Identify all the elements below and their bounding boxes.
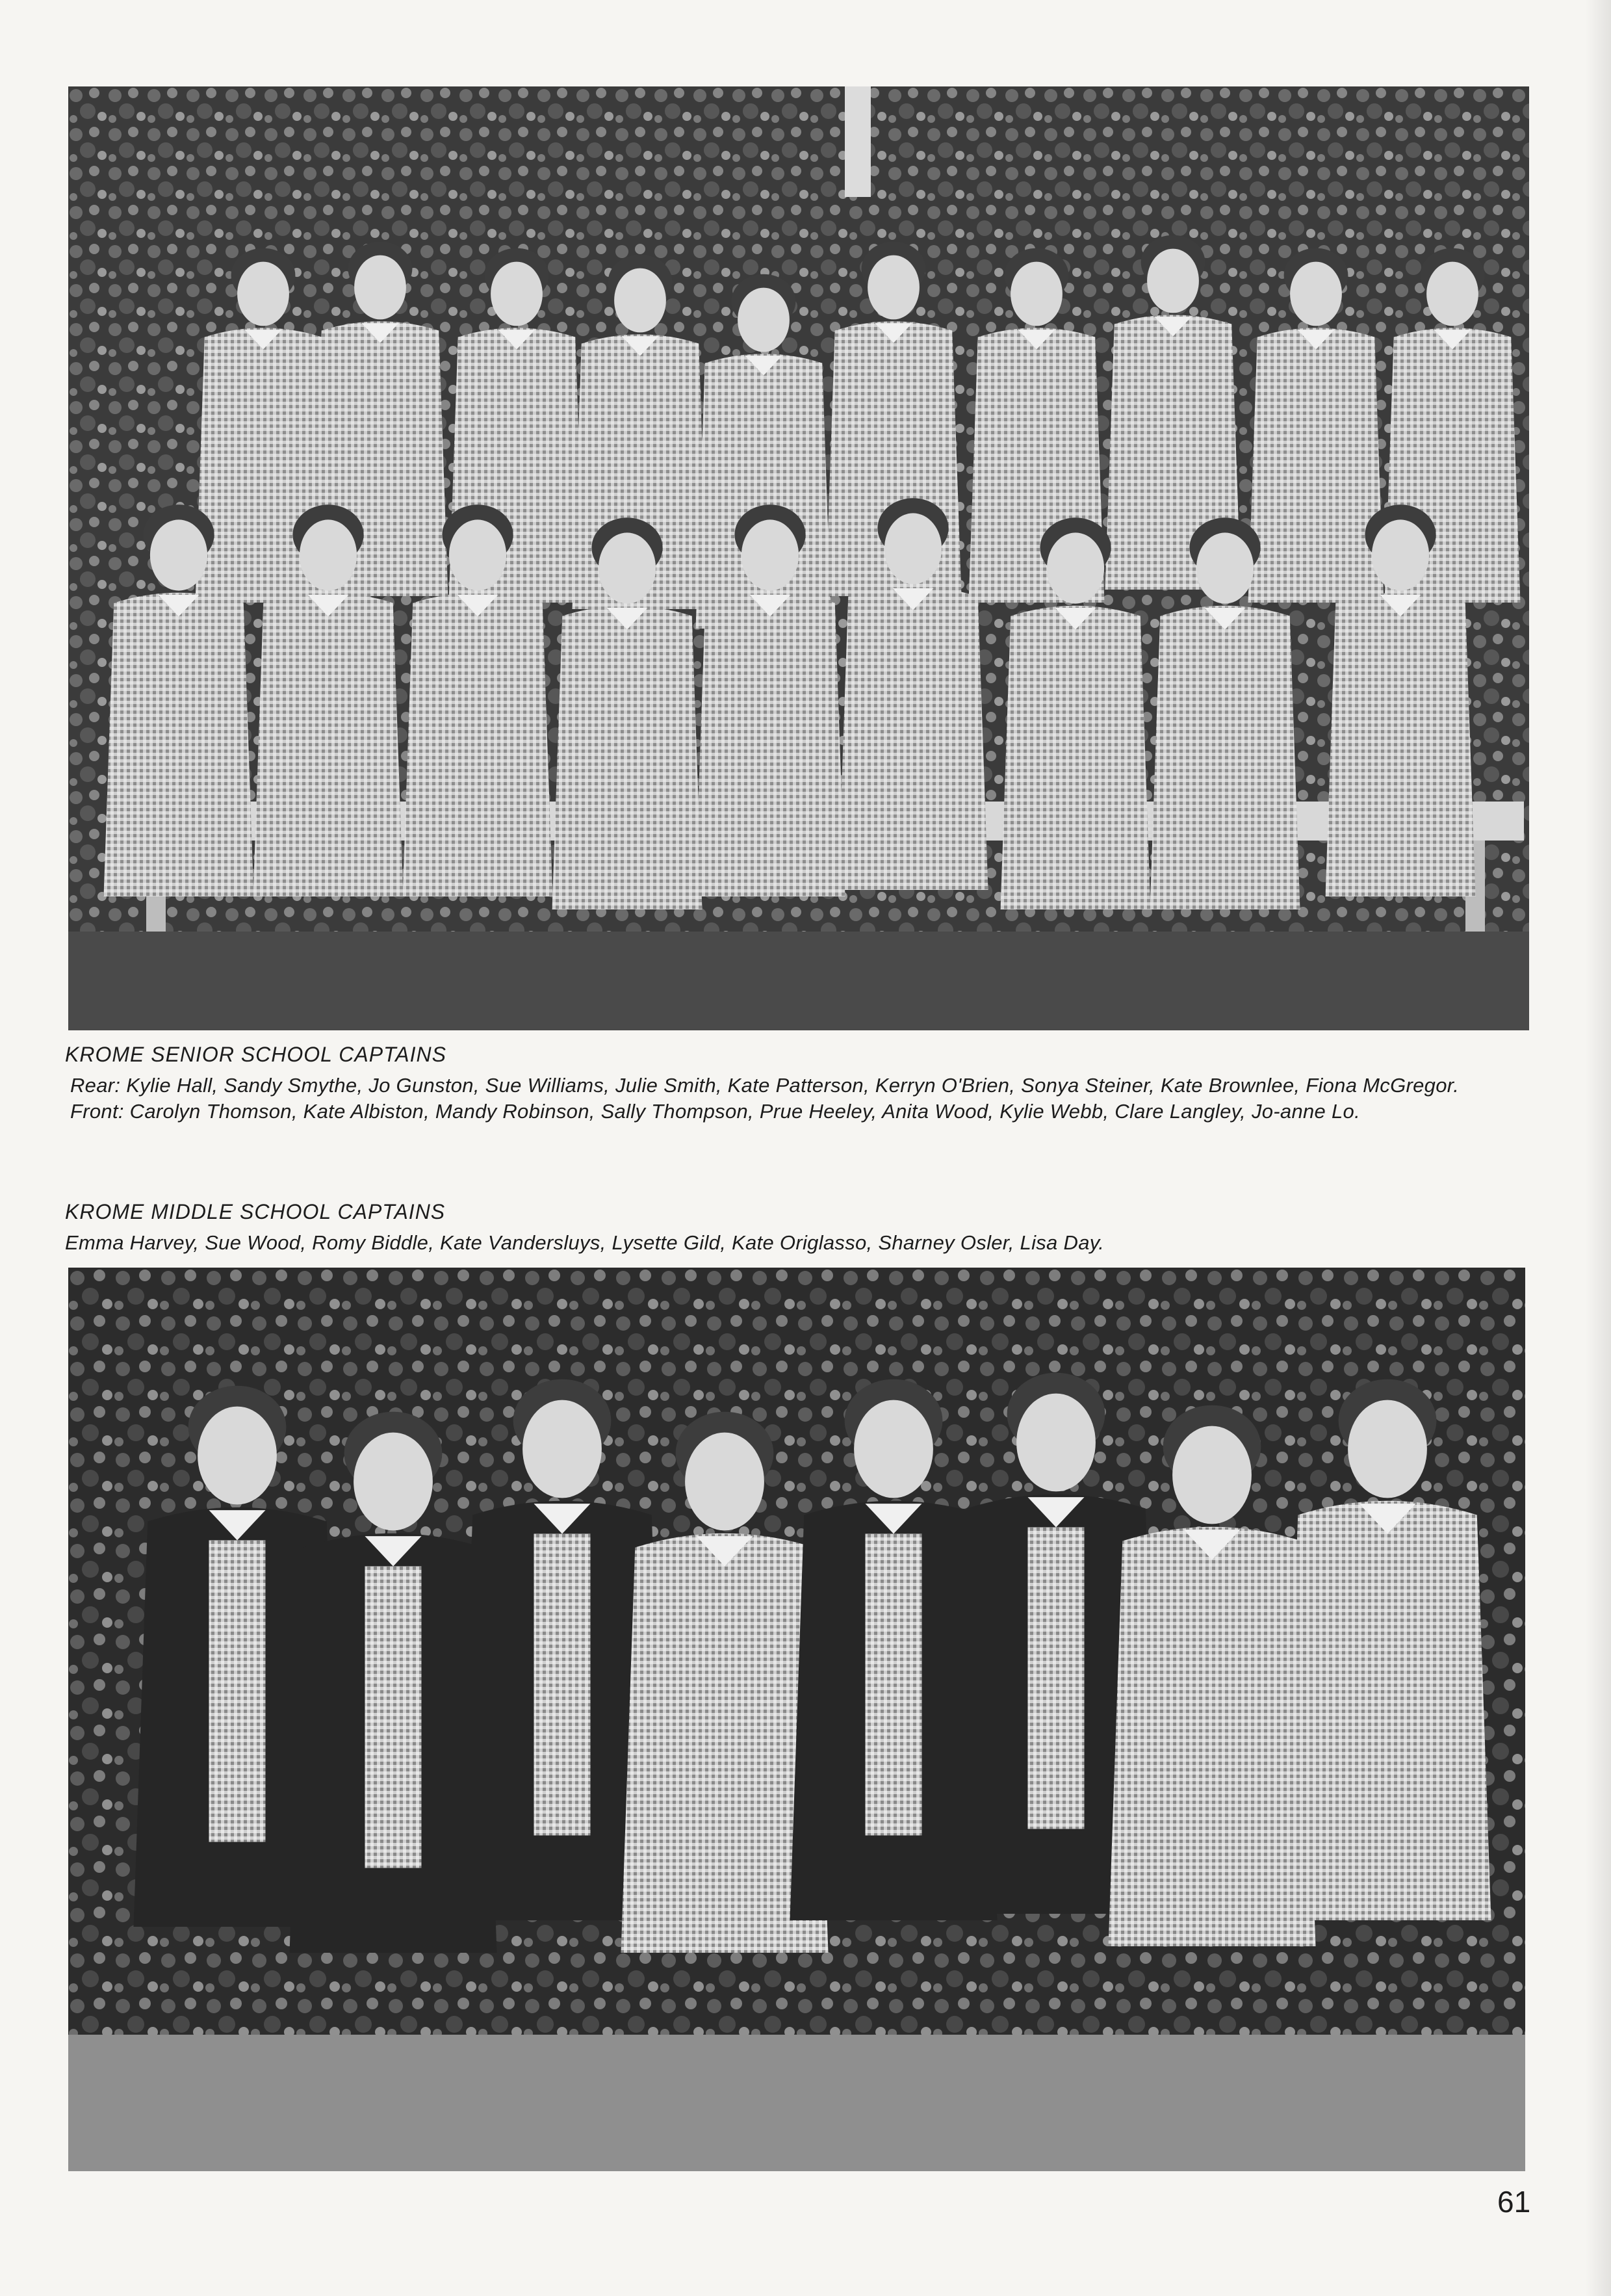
page-number: 61 [1497,2185,1531,2219]
senior-caption-rear: Rear: Kylie Hall, Sandy Smythe, Jo Gunston, Sue Williams, Julie Smith, Kate Patterson, Kerryn O'Brien, Sonya Steiner, Kate Brownlee, Fiona McGregor. [70,1074,1460,1097]
middle-captains-photo [68,1268,1525,2171]
middle-caption [65,1199,1527,1256]
middle-caption-names: Emma Harvey, Sue Wood, Romy Biddle, Kate Vandersluys, Lysette Gild, Kate Origlasso, Sharney Osler, Lisa Day. [65,1231,1105,1254]
senior-caption-title: KROME SENIOR SCHOOL CAPTAINS [65,1043,446,1066]
page-edge-shadow [1585,0,1611,2296]
senior-caption-front: Front: Carolyn Thomson, Kate Albiston, Mandy Robinson, Sally Thompson, Prue Heeley, Anita Wood, Kylie Webb, Clare Langley, Jo-anne Lo. [70,1100,1360,1123]
senior-captains-photo [68,86,1529,1030]
middle-caption-title: KROME MIDDLE SCHOOL CAPTAINS [65,1200,446,1223]
senior-caption [65,1041,1527,1125]
